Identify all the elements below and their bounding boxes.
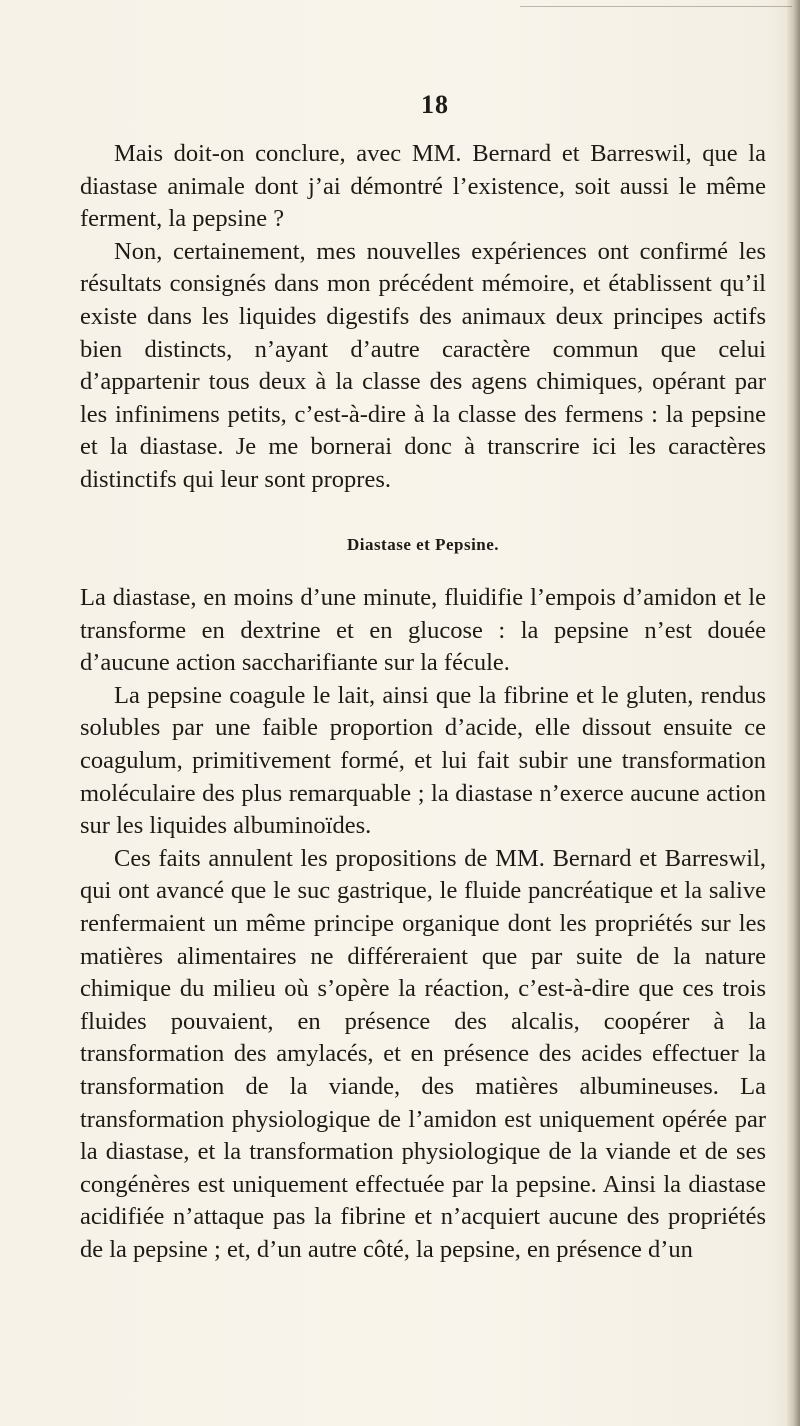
paragraph: La diastase, en moins d’une minute, fluidifie l’empois d’amidon et le transforme en dextrine et en glucose : la pepsine n’est douée d’aucune action saccharifiante sur la fécule. — [80, 584, 766, 677]
page-edge-shadow — [786, 0, 800, 1426]
page-number: 18 — [421, 90, 449, 119]
paragraph: Ces faits annulent les propositions de MM. Bernard et Barreswil, qui ont avancé que le suc gastrique, le fluide pancréatique et la salive renfermaient un même principe organique dont les propriétés sur les matières alimentaires ne différeraient que par suite de la nature chimique du milieu où s’opère la réaction, c’est-à-dire que ces trois fluides pouvaient, en présence des alcalis, coopérer à la transformation des amylacés, et en présence des acides effectuer la transformation de la viande, des matières albumineuses. La transformation physiologique de l’amidon est uniquement opérée par la diastase, et la transformation physiologique de la viande et de ses congénères est uniquement effectuée par la pepsine. Ainsi la diastase acidifiée n’attaque pas la fibrine et n’acquiert aucune des propriétés de la pepsine ; et, d’un autre côté, la pepsine, en présence d’un — [80, 844, 766, 1263]
top-rule — [520, 6, 792, 7]
section-heading: Diastase et Pepsine. — [346, 535, 500, 554]
paragraph: Mais doit-on conclure, avec MM. Bernard et Barreswil, que la diastase animale dont j’ai démontré l’existence, soit aussi le même ferment, la pepsine ? — [80, 140, 766, 233]
body-text-section-2 — [80, 582, 766, 1266]
paragraph: La pepsine coagule le lait, ainsi que la fibrine et le gluten, rendus solubles par une faible proportion d’acide, elle dissout ensuite ce coagulum, primitivement formé, et lui fait subir une transformation moléculaire des plus remarquable ; la diastase n’exerce aucune action sur les liquides albuminoïdes. — [80, 681, 766, 840]
body-text-section-1 — [80, 138, 766, 497]
paragraph: Non, certainement, mes nouvelles expériences ont confirmé les résultats consignés dans mon précédent mémoire, et établissent qu’il existe dans les liquides digestifs des animaux deux principes actifs bien distincts, n’ayant d’autre caractère commun que celui d’appartenir tous deux à la classe des agens chimiques, opérant par les infinimens petits, c’est-à-dire à la classe des fermens : la pepsine et la diastase. Je me bornerai donc à transcrire ici les caractères distinctifs qui leur sont propres. — [80, 237, 766, 493]
